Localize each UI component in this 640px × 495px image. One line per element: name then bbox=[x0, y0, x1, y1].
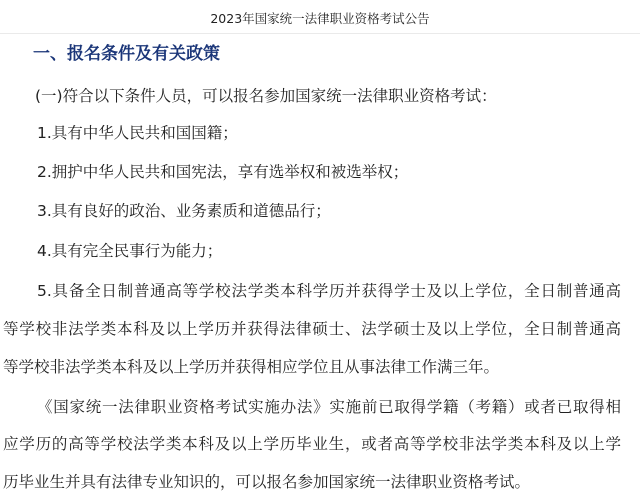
document-title: 2023年国家统一法律职业资格考试公告 bbox=[210, 11, 430, 26]
conditions-intro: (一)符合以下条件人员，可以报名参加国家统一法律职业资格考试： bbox=[35, 87, 497, 105]
note-paragraph-line-2: 应学历的高等学校法学类本科及以上学历毕业生，或者高等学校非法学类本科及以上学 bbox=[3, 435, 621, 453]
note-paragraph-line-3: 历毕业生并具有法律专业知识的，可以报名参加国家统一法律职业资格考试。 bbox=[3, 473, 531, 491]
title-divider bbox=[0, 33, 640, 34]
condition-item-1: 1.具有中华人民共和国国籍； bbox=[37, 124, 238, 142]
condition-item-5-line-3: 等学校非法学类本科及以上学历并获得相应学位且从事法律工作满三年。 bbox=[3, 358, 500, 376]
condition-item-5-line-1: 5.具备全日制普通高等学校法学类本科学历并获得学士及以上学位，全日制普通高 bbox=[37, 282, 621, 300]
section-heading: 一、报名条件及有关政策 bbox=[33, 44, 220, 64]
condition-item-3: 3.具有良好的政治、业务素质和道德品行； bbox=[37, 202, 331, 220]
note-paragraph-line-1: 《国家统一法律职业资格考试实施办法》实施前已取得学籍（考籍）或者已取得相 bbox=[37, 398, 621, 416]
condition-item-5-line-2: 等学校非法学类本科及以上学历并获得法律硕士、法学硕士及以上学位，全日制普通高 bbox=[3, 320, 621, 338]
condition-item-4: 4.具有完全民事行为能力； bbox=[37, 242, 223, 260]
condition-item-2: 2.拥护中华人民共和国宪法，享有选举权和被选举权； bbox=[37, 163, 409, 181]
